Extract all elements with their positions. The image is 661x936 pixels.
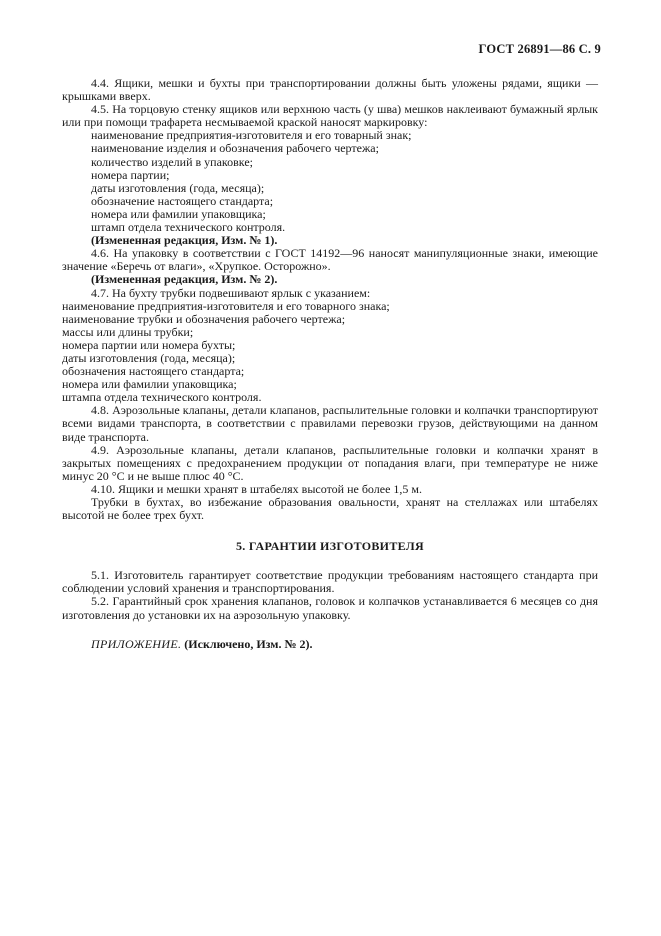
list-item: номера партии;: [91, 167, 170, 182]
appendix-status: (Исключено, Изм. № 2).: [181, 636, 313, 651]
list-item: номера или фамилии упаковщика;: [91, 206, 266, 221]
page-header: ГОСТ 26891—86 С. 9: [478, 42, 601, 56]
list-item: штампа отдела технического контроля.: [62, 390, 262, 405]
appendix-note: [62, 638, 598, 651]
list-item: номера или фамилии упаковщика;: [62, 377, 237, 392]
list-item: штамп отдела технического контроля.: [91, 220, 286, 235]
paragraph-4-7: 4.7. На бухту трубки подвешивают ярлык с указанием:: [91, 285, 371, 300]
paragraph-4-9: 4.9. Аэрозольные клапаны, детали клапанов, распылительные головки и колпачки хранят в закрытых помещениях с предохранением продукции от попадания влаги, при температуре не ниже минус 20 °С и не выше плюс 40 °С.: [62, 442, 598, 483]
list-item: даты изготовления (года, месяца);: [62, 350, 236, 365]
paragraph-4-10-continued: Трубки в бухтах, во избежание образования овальности, хранят на стеллажах или штабелях высотой не более трех бухт.: [62, 495, 598, 523]
paragraph-4-8: 4.8. Аэрозольные клапаны, детали клапанов, распылительные головки и колпачки транспортируют всеми видами транспорта, в соответствии с правилами перевозки грузов, действующими на данном виде транспорта.: [62, 403, 598, 444]
list-item: наименование предприятия-изготовителя и его товарный знак;: [91, 128, 412, 143]
list-item: наименование изделия и обозначения рабочего чертежа;: [91, 141, 379, 156]
document-body: [62, 77, 598, 663]
paragraph-4-4: 4.4. Ящики, мешки и бухты при транспортировании должны быть уложены рядами, ящики — крышками вверх.: [62, 76, 598, 104]
list-item: обозначение настоящего стандарта;: [91, 193, 274, 208]
list-item: даты изготовления (года, месяца);: [91, 180, 265, 195]
paragraph-5-1: 5.1. Изготовитель гарантирует соответствие продукции требованиям настоящего стандарта при соблюдении условий хранения и транспортирования.: [62, 568, 598, 596]
section-5-title: 5. ГАРАНТИИ ИЗГОТОВИТЕЛЯ: [236, 539, 424, 554]
marking-list: [62, 129, 598, 234]
list-item: наименование предприятия-изготовителя и его товарного знака;: [62, 298, 390, 313]
paragraph-5-2: 5.2. Гарантийный срок хранения клапанов, головок и колпачков устанавливается 6 месяцев со дня изготовления до установки их на аэрозольную упаковку.: [62, 594, 598, 622]
list-item: обозначения настоящего стандарта;: [62, 364, 245, 379]
list-item: количество изделий в упаковке;: [91, 154, 253, 169]
paragraph-4-5: 4.5. На торцовую стенку ящиков или верхнюю часть (у шва) мешков наклеивают бумажный ярлык или при помощи трафарета несмываемой краской наносят маркировку:: [62, 102, 598, 130]
paragraph-4-10: 4.10. Ящики и мешки хранят в штабелях высотой не более 1,5 м.: [91, 481, 423, 496]
paragraph-4-6: 4.6. На упаковку в соответствии с ГОСТ 14192—96 наносят манипуляционные знаки, имеющие значение «Беречь от влаги», «Хрупкое. Осторожно».: [62, 246, 598, 274]
revision-note-2: (Измененная редакция, Изм. № 2).: [91, 272, 278, 287]
tag-list: [62, 300, 598, 405]
list-item: наименование трубки и обозначения рабочего чертежа;: [62, 311, 346, 326]
list-item: массы или длины трубки;: [62, 324, 194, 339]
appendix-label: ПРИЛОЖЕНИЕ.: [91, 636, 182, 651]
list-item: номера партии или номера бухты;: [62, 337, 236, 352]
revision-note-1: (Измененная редакция, Изм. № 1).: [91, 233, 278, 248]
